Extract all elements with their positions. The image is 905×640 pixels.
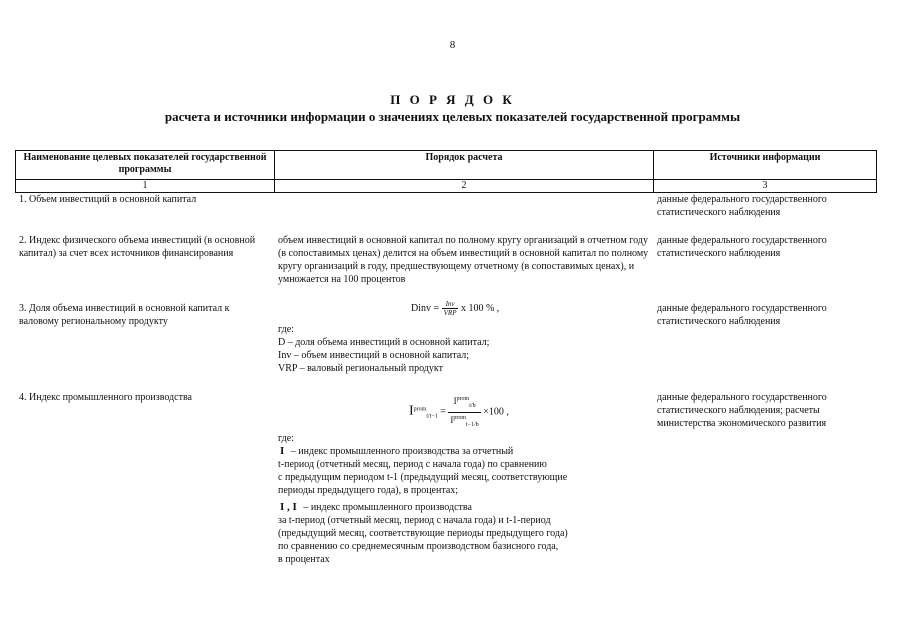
row-4-name: 4. Индекс промышленного производства bbox=[19, 392, 192, 403]
formula-dinv-rhs: x 100 % , bbox=[460, 302, 500, 314]
table-header-row bbox=[16, 151, 877, 180]
page-number: 8 bbox=[449, 39, 456, 51]
row-3-where: где: bbox=[278, 324, 294, 335]
formula-prom-fraction bbox=[448, 394, 480, 431]
row-3-definition: VRP – валовый региональный продукт bbox=[278, 363, 443, 374]
def2-text: – индекс промышленного производства bbox=[303, 502, 472, 513]
formula-dinv-fraction bbox=[442, 300, 459, 317]
row-4-where: где: bbox=[278, 433, 294, 444]
row-4-def2-line: в процентах bbox=[278, 554, 330, 565]
row-1-name: 1. Объем инвестиций в основной капитал bbox=[19, 194, 197, 205]
formula-prom-den: I bbox=[450, 414, 454, 425]
row-2-source: данные федерального государственного статистического наблюдения bbox=[657, 235, 827, 259]
def1-text: – индекс промышленного производства за отчетный bbox=[290, 446, 514, 457]
row-3-name: 3. Доля объема инвестиций в основной капитал к валовому региональному продукту bbox=[19, 303, 230, 327]
formula-prom-lhs-sup: prom bbox=[413, 406, 427, 413]
row-4-def1-line: периоды предыдущего года), в процентах; bbox=[278, 485, 459, 496]
column-number: 3 bbox=[654, 180, 877, 193]
formula-prom-lhs-sub: t/t−1 bbox=[426, 413, 438, 420]
formula-prom-num-sub: t/b bbox=[469, 402, 476, 409]
column-number: 1 bbox=[16, 180, 275, 193]
formula-dinv bbox=[411, 300, 499, 317]
row-4-def2-line: за t-период (отчетный месяц, период с начала года) и t-1-период bbox=[278, 515, 551, 526]
row-4-def1-line: с предыдущим периодом t-1 (предыдущий месяц, соответствующие bbox=[278, 472, 568, 483]
header-indicator-name: Наименование целевых показателей государственной программы bbox=[16, 151, 275, 180]
row-2-calc: объем инвестиций в основной капитал по полному кругу организаций в отчетном году (в сопоставимых ценах) делится на объем инвестиций в основной капитал по полному кругу организаций в году, предшествующему отчетному (в сопоставимых ценах), и умножается на 100 процентов bbox=[278, 235, 649, 285]
indicators-table bbox=[15, 150, 877, 193]
def1-symbol: I bbox=[280, 445, 285, 457]
row-2-name: 2. Индекс физического объема инвестиций (в основной капитал) за счет всех источников финансирования bbox=[19, 235, 256, 259]
row-3-definition: Inv – объем инвестиций в основной капитал; bbox=[278, 350, 470, 361]
document-subtitle: расчета и источники информации о значениях целевых показателей государственной программы bbox=[164, 109, 741, 124]
row-4-def2-line: (предыдущий месяц, соответствующие периоды предыдущего года) bbox=[278, 528, 568, 539]
row-4-def1 bbox=[278, 445, 650, 458]
formula-prom-num: I bbox=[453, 396, 457, 406]
formula-prom-index bbox=[409, 394, 509, 431]
formula-prom-eq: = bbox=[440, 406, 446, 418]
document-title: П О Р Я Д О К bbox=[390, 92, 515, 107]
row-3-definition: D – доля объема инвестиций в основной капитал; bbox=[278, 337, 490, 348]
def2-symbols: I , I bbox=[280, 501, 297, 513]
formula-prom-num-sup: prom bbox=[456, 396, 470, 402]
formula-dinv-denominator: VRP bbox=[443, 309, 457, 317]
row-1-source: данные федерального государственного статистического наблюдения bbox=[657, 194, 827, 218]
header-calculation: Порядок расчета bbox=[275, 151, 654, 180]
row-4-def1-line: t-период (отчетный месяц, период с начала года) по сравнению bbox=[278, 459, 547, 470]
formula-prom-den-sup: prom bbox=[453, 414, 467, 421]
formula-dinv-numerator: Inv bbox=[442, 300, 459, 309]
column-number: 2 bbox=[275, 180, 654, 193]
formula-dinv-lhs: Dinv = bbox=[411, 302, 440, 314]
formula-prom-lhs: I bbox=[409, 403, 414, 419]
row-4-def2 bbox=[278, 501, 650, 514]
row-4-source: данные федерального государственного статистического наблюдения; расчеты министерства экономического развития bbox=[657, 392, 827, 429]
row-3-source: данные федерального государственного статистического наблюдения bbox=[657, 303, 827, 327]
header-sources: Источники информации bbox=[654, 151, 877, 180]
formula-prom-den-sub: t−1/b bbox=[466, 421, 479, 428]
formula-prom-rhs: ×100 , bbox=[483, 406, 509, 418]
table-body bbox=[15, 191, 876, 631]
row-4-def2-line: по сравнению со среднемесячным производством базисного года, bbox=[278, 541, 559, 552]
